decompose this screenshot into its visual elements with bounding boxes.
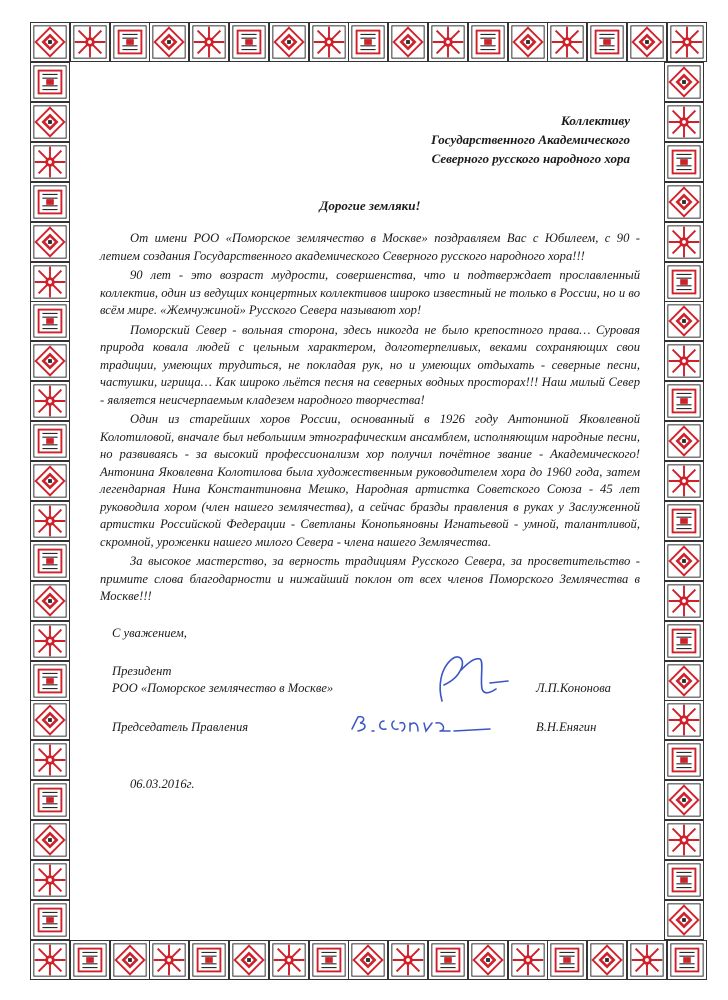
- ornament-tile-icon: [627, 22, 667, 62]
- signature-2-icon: [350, 709, 500, 739]
- ornament-tile-icon: [189, 22, 229, 62]
- ornament-tile-icon: [149, 22, 189, 62]
- ornament-tile-icon: [664, 621, 704, 661]
- ornament-tile-icon: [30, 860, 70, 900]
- greeting: Дорогие земляки!: [319, 198, 421, 213]
- ornament-tile-icon: [30, 501, 70, 541]
- ornament-tile-icon: [30, 182, 70, 222]
- paragraph: Поморский Север - вольная сторона, здесь никогда не было крепостного права… Суровая природа ковала людей с цельным характером, долготерпеливых, веками сохраняющих свои традиции, умеющих трудиться, не покладая рук, но и умеющих отдыхать - северные песни, частушки, игрища… Как широко льётся песня на северных водных просторах!!! Наш милый Север - является неисчерпаемым кладезем народного творчества!: [100, 322, 640, 407]
- ornament-tile-icon: [664, 301, 704, 341]
- ornament-tile-icon: [110, 22, 150, 62]
- ornament-tile-icon: [664, 860, 704, 900]
- ornament-tile-icon: [30, 541, 70, 581]
- ornament-tile-icon: [667, 940, 707, 980]
- ornament-tile-icon: [30, 780, 70, 820]
- ornament-tile-icon: [664, 142, 704, 182]
- ornament-tile-icon: [388, 22, 428, 62]
- ornament-tile-icon: [30, 62, 70, 102]
- ornament-tile-icon: [348, 940, 388, 980]
- letter-body: [100, 230, 640, 606]
- paragraph: Один из старейших хоров России, основанный в 1926 году Антониной Яковлевной Колотиловой, вначале был небольшим этнографическим ансамблем, исполняющим народные песни, но развиваясь - за высокий профессионализм хор получил почётное звание - Академического! Антонина Яковлевна Колотилова была художественным руководителем хора до 1960 года, затем легендарная Нина Константиновна Мешко, Народная артистка Советского Союза - 45 лет руководила хором (член нашего землячества), а сейчас бразды правления в руках у Заслуженной артистки Российской Федерации - Светланы Конопьяновны Игнатьевой - умной, талантливой, скромной, уроженки нашего милого Севера - члена нашего Землячества.: [100, 412, 640, 549]
- signatory-name: В.Н.Енягин: [536, 719, 597, 734]
- ornament-tile-icon: [428, 940, 468, 980]
- ornament-tile-icon: [664, 900, 704, 940]
- ornament-tile-icon: [269, 940, 309, 980]
- ornament-tile-icon: [30, 222, 70, 262]
- ornament-tile-icon: [30, 661, 70, 701]
- ornament-tile-icon: [30, 381, 70, 421]
- signatory-chairman: [100, 719, 640, 739]
- ornament-tile-icon: [229, 940, 269, 980]
- paragraph: От имени РОО «Поморское землячество в Москве» поздравляем Вас с Юбилеем, с 90 - летием создания Государственного академического Северного русского народного хора!!!: [100, 231, 640, 263]
- ornament-tile-icon: [547, 940, 587, 980]
- ornament-tile-icon: [30, 700, 70, 740]
- signatory-name: Л.П.Кононова: [536, 680, 611, 695]
- ornament-tile-icon: [30, 142, 70, 182]
- signatory-title: Президент: [112, 663, 172, 678]
- ornament-tile-icon: [30, 102, 70, 142]
- ornament-tile-icon: [664, 341, 704, 381]
- ornament-tile-icon: [70, 940, 110, 980]
- ornament-tile-icon: [664, 820, 704, 860]
- ornament-tile-icon: [664, 461, 704, 501]
- ornament-tile-icon: [309, 940, 349, 980]
- paragraph: 90 лет - это возраст мудрости, совершенства, что и подтверждает прославленный коллектив, один из ведущих концертных коллективов широко известный не только в России, но и во всём мире. «Жемчужиной» Русского Севера называют хор!: [100, 268, 640, 317]
- signatory-title: Председатель Правления: [112, 719, 249, 734]
- ornament-tile-icon: [30, 940, 70, 980]
- ornament-tile-icon: [664, 581, 704, 621]
- ornament-tile-icon: [664, 780, 704, 820]
- ornament-tile-icon: [30, 740, 70, 780]
- signatory-president: [100, 663, 640, 703]
- ornament-tile-icon: [664, 222, 704, 262]
- ornament-tile-icon: [587, 22, 627, 62]
- signatory-organization: РОО «Поморское землячество в Москве»: [112, 680, 334, 695]
- ornament-tile-icon: [30, 900, 70, 940]
- ornament-tile-icon: [664, 541, 704, 581]
- ornament-tile-icon: [508, 22, 548, 62]
- ornament-tile-icon: [667, 22, 707, 62]
- ornament-tile-icon: [664, 182, 704, 222]
- ornament-tile-icon: [30, 820, 70, 860]
- ornament-tile-icon: [664, 700, 704, 740]
- ornament-tile-icon: [30, 621, 70, 661]
- ornament-tile-icon: [189, 940, 229, 980]
- ornament-tile-icon: [664, 661, 704, 701]
- addressee-line: Коллективу: [561, 113, 630, 128]
- closing-regards: С уважением,: [112, 625, 187, 640]
- ornament-tile-icon: [508, 940, 548, 980]
- letter: [100, 95, 640, 915]
- addressee-line: Северного русского народного хора: [431, 151, 630, 166]
- paragraph: За высокое мастерство, за верность традициям Русского Севера, за просветительство - примите слова благодарности и нижайший поклон от всех членов Поморского Землячества в Москве!!!: [100, 554, 640, 603]
- ornament-tile-icon: [468, 22, 508, 62]
- letter-date: 06.03.2016г.: [130, 776, 195, 791]
- ornament-tile-icon: [664, 501, 704, 541]
- ornament-tile-icon: [30, 461, 70, 501]
- ornament-tile-icon: [30, 262, 70, 302]
- ornament-tile-icon: [30, 421, 70, 461]
- ornament-tile-icon: [664, 62, 704, 102]
- ornament-tile-icon: [664, 102, 704, 142]
- ornament-tile-icon: [110, 940, 150, 980]
- ornament-tile-icon: [547, 22, 587, 62]
- ornament-tile-icon: [309, 22, 349, 62]
- ornament-tile-icon: [30, 301, 70, 341]
- ornament-tile-icon: [30, 22, 70, 62]
- ornament-tile-icon: [664, 381, 704, 421]
- addressee: [100, 111, 640, 168]
- signature-1-icon: [430, 649, 510, 709]
- ornament-tile-icon: [587, 940, 627, 980]
- ornament-tile-icon: [70, 22, 110, 62]
- ornament-tile-icon: [468, 940, 508, 980]
- ornament-tile-icon: [269, 22, 309, 62]
- ornament-tile-icon: [348, 22, 388, 62]
- ornament-tile-icon: [664, 262, 704, 302]
- addressee-line: Государственного Академического: [431, 132, 630, 147]
- ornament-tile-icon: [229, 22, 269, 62]
- ornament-tile-icon: [428, 22, 468, 62]
- ornament-tile-icon: [149, 940, 189, 980]
- ornament-tile-icon: [664, 740, 704, 780]
- ornament-tile-icon: [30, 341, 70, 381]
- ornament-tile-icon: [388, 940, 428, 980]
- ornament-tile-icon: [30, 581, 70, 621]
- ornament-tile-icon: [664, 421, 704, 461]
- ornament-tile-icon: [627, 940, 667, 980]
